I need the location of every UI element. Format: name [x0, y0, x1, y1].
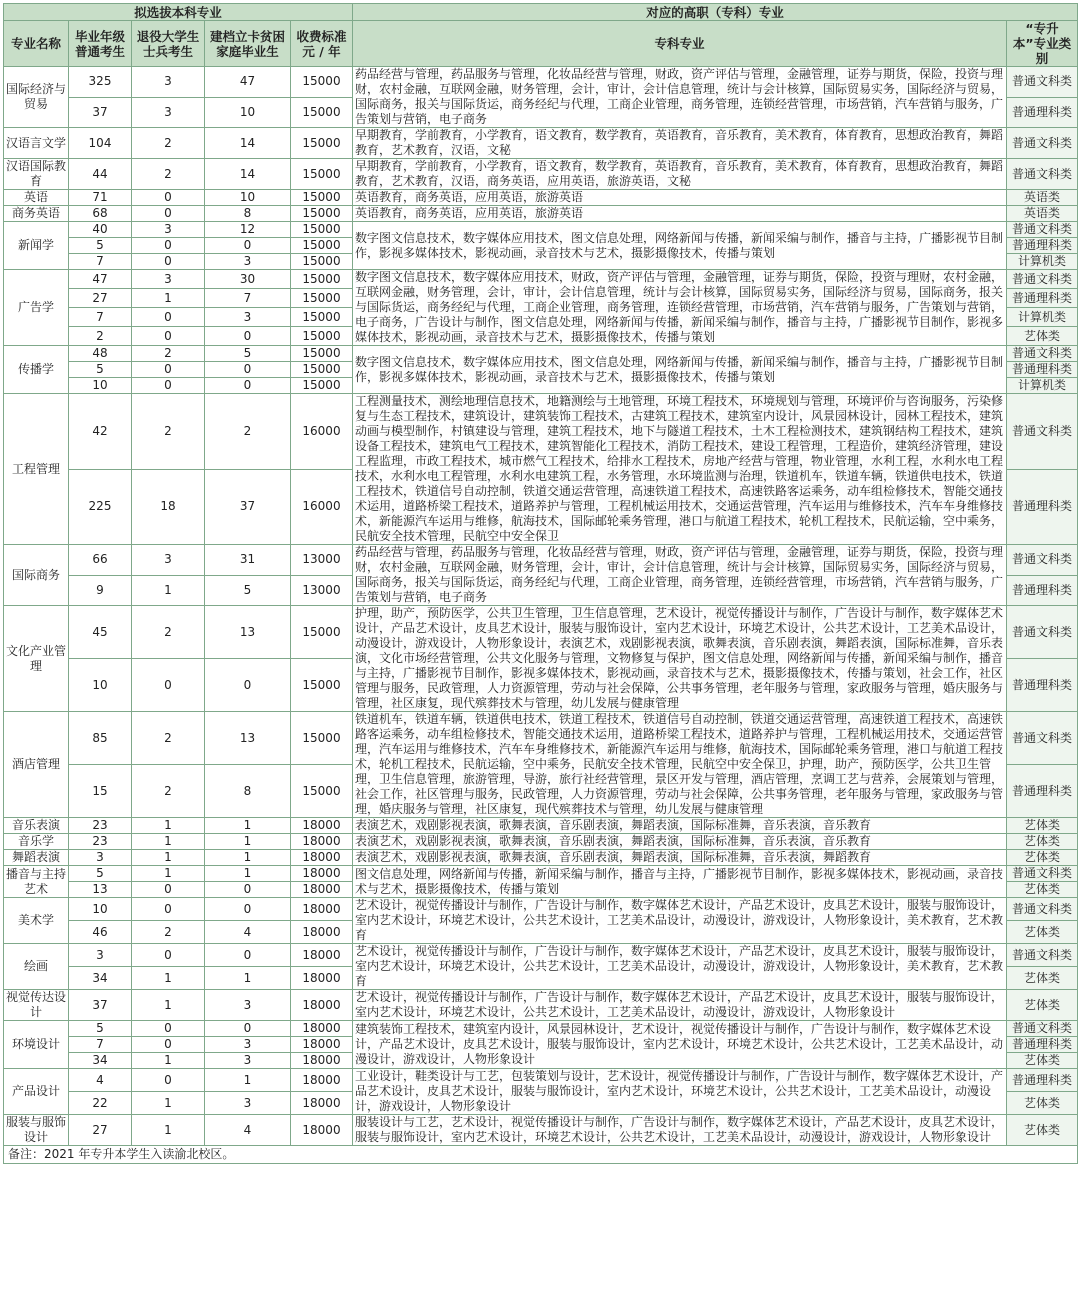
graduates-count: 4 — [69, 1069, 132, 1092]
zhuanke-majors: 早期教育，学前教育，小学教育，语文教育，数学教育，英语教育，音乐教育，美术教育，体育教育，思想政治教育，舞蹈教育，艺术教育，汉语，商务英语，应用英语，旅游英语，文秘 — [353, 159, 1007, 190]
table-row — [4, 128, 1078, 159]
header-veterans: 退役大学生士兵考生 — [132, 21, 205, 67]
table-row — [4, 944, 1078, 967]
major-name: 舞蹈表演 — [4, 850, 69, 866]
graduates-count: 2 — [69, 327, 132, 346]
table-row — [4, 1115, 1078, 1146]
graduates-count: 85 — [69, 712, 132, 765]
category-label: 普通文科类 — [1007, 944, 1078, 967]
fee-value: 15000 — [291, 289, 353, 308]
table-body — [4, 67, 1078, 1146]
major-name: 国际商务 — [4, 545, 69, 606]
graduates-count: 40 — [69, 222, 132, 238]
poverty-count: 14 — [205, 159, 291, 190]
category-label: 普通文科类 — [1007, 394, 1078, 470]
veterans-count: 2 — [132, 765, 205, 818]
major-name: 音乐表演 — [4, 818, 69, 834]
poverty-count: 1 — [205, 866, 291, 882]
veterans-count: 1 — [132, 289, 205, 308]
veterans-count: 2 — [132, 128, 205, 159]
veterans-count: 3 — [132, 67, 205, 98]
fee-value: 15000 — [291, 128, 353, 159]
poverty-count: 1 — [205, 1069, 291, 1092]
veterans-count: 0 — [132, 327, 205, 346]
category-label: 艺体类 — [1007, 990, 1078, 1021]
fee-value: 15000 — [291, 190, 353, 206]
fee-value: 13000 — [291, 545, 353, 576]
zhuanke-majors: 表演艺术，戏剧影视表演，歌舞表演，音乐剧表演，舞蹈表演，国际标准舞，音乐表演，音乐教育 — [353, 818, 1007, 834]
veterans-count: 1 — [132, 866, 205, 882]
fee-value: 15000 — [291, 97, 353, 128]
poverty-count: 1 — [205, 967, 291, 990]
major-name: 服装与服饰设计 — [4, 1115, 69, 1146]
fee-value: 16000 — [291, 469, 353, 545]
fee-value: 18000 — [291, 818, 353, 834]
poverty-count: 37 — [205, 469, 291, 545]
graduates-count: 13 — [69, 882, 132, 898]
zhuanke-majors: 艺术设计，视觉传播设计与制作，广告设计与制作，数字媒体艺术设计，产品艺术设计，皮具艺术设计，服装与服饰设计，室内艺术设计，环境艺术设计，公共艺术设计，工艺美术品设计，动漫设计，游戏设计，人物形象设计，美术教育，艺术教育 — [353, 898, 1007, 944]
header-group-left: 拟选拔本科专业 — [4, 4, 353, 21]
zhuanke-majors: 表演艺术，戏剧影视表演，歌舞表演，音乐剧表演，舞蹈表演，国际标准舞，音乐表演，舞蹈教育 — [353, 850, 1007, 866]
category-label: 英语类 — [1007, 190, 1078, 206]
veterans-count: 0 — [132, 378, 205, 394]
graduates-count: 71 — [69, 190, 132, 206]
poverty-count: 12 — [205, 222, 291, 238]
major-name: 汉语国际教育 — [4, 159, 69, 190]
graduates-count: 34 — [69, 967, 132, 990]
fee-value: 15000 — [291, 206, 353, 222]
poverty-count: 14 — [205, 128, 291, 159]
category-label: 普通文科类 — [1007, 346, 1078, 362]
graduates-count: 44 — [69, 159, 132, 190]
veterans-count: 0 — [132, 898, 205, 921]
veterans-count: 2 — [132, 159, 205, 190]
fee-value: 15000 — [291, 270, 353, 289]
zhuanke-majors: 英语教育，商务英语，应用英语，旅游英语 — [353, 206, 1007, 222]
fee-value: 15000 — [291, 254, 353, 270]
graduates-count: 27 — [69, 1115, 132, 1146]
poverty-count: 1 — [205, 850, 291, 866]
graduates-count: 37 — [69, 990, 132, 1021]
poverty-count: 7 — [205, 289, 291, 308]
table-row — [4, 222, 1078, 238]
table-row — [4, 67, 1078, 98]
category-label: 计算机类 — [1007, 378, 1078, 394]
zhuanke-majors: 数字图文信息技术，数字媒体应用技术，财政，资产评估与管理，金融管理，证券与期货，保险，投资与理财，农村金融，互联网金融，财务管理，会计，审计，会计信息管理，统计与会计核算，国际贸易实务，国际经济与贸易，国际商务，报关与国际货运，商务经纪与代理，工商企业管理，商务管理，连锁经营管理，市场营销，汽车营销与服务，广告策划与营销，电子商务，广告设计与制作，图文信息处理，网络新闻与传播，新闻采编与制作，播音与主持，广播影视节目制作，影视多媒体技术，影视动画，录音技术与艺术，摄影摄像技术，传播与策划 — [353, 270, 1007, 346]
category-label: 艺体类 — [1007, 834, 1078, 850]
category-label: 艺体类 — [1007, 921, 1078, 944]
graduates-count: 5 — [69, 1021, 132, 1037]
fee-value: 18000 — [291, 1053, 353, 1069]
fee-value: 13000 — [291, 575, 353, 606]
poverty-count: 0 — [205, 882, 291, 898]
veterans-count: 2 — [132, 606, 205, 659]
poverty-count: 2 — [205, 394, 291, 470]
fee-value: 15000 — [291, 327, 353, 346]
category-label: 普通理科类 — [1007, 97, 1078, 128]
poverty-count: 0 — [205, 362, 291, 378]
major-name: 新闻学 — [4, 222, 69, 270]
veterans-count: 0 — [132, 190, 205, 206]
header-graduates: 毕业年级普通考生 — [69, 21, 132, 67]
graduates-count: 104 — [69, 128, 132, 159]
table-row — [4, 712, 1078, 765]
major-name: 广告学 — [4, 270, 69, 346]
fee-value: 18000 — [291, 882, 353, 898]
poverty-count: 10 — [205, 190, 291, 206]
poverty-count: 1 — [205, 834, 291, 850]
graduates-count: 34 — [69, 1053, 132, 1069]
poverty-count: 5 — [205, 346, 291, 362]
table-row — [4, 850, 1078, 866]
veterans-count: 18 — [132, 469, 205, 545]
table-row — [4, 1069, 1078, 1092]
category-label: 艺体类 — [1007, 1115, 1078, 1146]
fee-value: 15000 — [291, 159, 353, 190]
category-label: 艺体类 — [1007, 818, 1078, 834]
fee-value: 18000 — [291, 1021, 353, 1037]
poverty-count: 0 — [205, 659, 291, 712]
table-row — [4, 346, 1078, 362]
category-label: 普通理科类 — [1007, 362, 1078, 378]
graduates-count: 27 — [69, 289, 132, 308]
poverty-count: 47 — [205, 67, 291, 98]
fee-value: 18000 — [291, 1037, 353, 1053]
poverty-count: 4 — [205, 1115, 291, 1146]
graduates-count: 37 — [69, 97, 132, 128]
fee-value: 15000 — [291, 659, 353, 712]
major-name: 工程管理 — [4, 394, 69, 545]
fee-value: 18000 — [291, 1115, 353, 1146]
graduates-count: 48 — [69, 346, 132, 362]
graduates-count: 7 — [69, 308, 132, 327]
veterans-count: 0 — [132, 882, 205, 898]
poverty-count: 0 — [205, 944, 291, 967]
zhuanke-majors: 服装设计与工艺，艺术设计，视觉传播设计与制作，广告设计与制作，数字媒体艺术设计，产品艺术设计，皮具艺术设计，服装与服饰设计，室内艺术设计，环境艺术设计，公共艺术设计，工艺美术品设计，动漫设计，游戏设计，人物形象设计 — [353, 1115, 1007, 1146]
graduates-count: 23 — [69, 834, 132, 850]
graduates-count: 42 — [69, 394, 132, 470]
fee-value: 18000 — [291, 850, 353, 866]
veterans-count: 1 — [132, 967, 205, 990]
zhuanke-majors: 数字图文信息技术，数字媒体应用技术，图文信息处理，网络新闻与传播，新闻采编与制作，播音与主持，广播影视节目制作，影视多媒体技术，影视动画，录音技术与艺术，摄影摄像技术，传播与策划 — [353, 346, 1007, 394]
major-name: 传播学 — [4, 346, 69, 394]
category-label: 计算机类 — [1007, 308, 1078, 327]
graduates-count: 5 — [69, 362, 132, 378]
graduates-count: 47 — [69, 270, 132, 289]
poverty-count: 8 — [205, 765, 291, 818]
poverty-count: 10 — [205, 97, 291, 128]
table-row — [4, 270, 1078, 289]
category-label: 普通理科类 — [1007, 1037, 1078, 1053]
veterans-count: 1 — [132, 850, 205, 866]
table-row — [4, 190, 1078, 206]
graduates-count: 46 — [69, 921, 132, 944]
poverty-count: 3 — [205, 1037, 291, 1053]
category-label: 普通文科类 — [1007, 159, 1078, 190]
zhuanke-majors: 护理，助产，预防医学，公共卫生管理，卫生信息管理，艺术设计，视觉传播设计与制作，广告设计与制作，数字媒体艺术设计，产品艺术设计，皮具艺术设计，服装与服饰设计，室内艺术设计，环境艺术设计，公共艺术设计，工艺美术品设计，动漫设计，游戏设计，人物形象设计，表演艺术，戏剧影视表演，歌舞表演，音乐剧表演，舞蹈表演，国际标准舞，音乐表演，文化市场经营管理，公共文化服务与管理，文物修复与保护，图文信息处理，网络新闻与传播，新闻采编与制作，播音与主持，广播影视节目制作，影视多媒体技术，影视动画，录音技术与艺术，摄影摄像技术，传播与策划，社会工作，社区管理与服务，民政管理，人力资源管理，劳动与社会保障，公共事务管理，老年服务与管理，家政服务与管理，婚庆服务与管理，社区康复，现代殡葬技术与管理，幼儿发展与健康管理 — [353, 606, 1007, 712]
poverty-count: 30 — [205, 270, 291, 289]
major-name: 酒店管理 — [4, 712, 69, 818]
major-name: 汉语言文学 — [4, 128, 69, 159]
graduates-count: 5 — [69, 866, 132, 882]
veterans-count: 2 — [132, 394, 205, 470]
header-zhuanke: 专科专业 — [353, 21, 1007, 67]
table-note: 备注：2021 年专升本学生入读渝北校区。 — [4, 1146, 1078, 1164]
zhuanke-majors: 建筑装饰工程技术，建筑室内设计，风景园林设计，艺术设计，视觉传播设计与制作，广告设计与制作，数字媒体艺术设计，产品艺术设计，皮具艺术设计，服装与服饰设计，室内艺术设计，环境艺术设计，公共艺术设计，工艺美术品设计，动漫设计，游戏设计，人物形象设计 — [353, 1021, 1007, 1069]
poverty-count: 3 — [205, 308, 291, 327]
category-label: 普通文科类 — [1007, 1021, 1078, 1037]
fee-value: 15000 — [291, 362, 353, 378]
poverty-count: 8 — [205, 206, 291, 222]
graduates-count: 3 — [69, 944, 132, 967]
graduates-count: 10 — [69, 898, 132, 921]
graduates-count: 7 — [69, 1037, 132, 1053]
category-label: 普通理科类 — [1007, 765, 1078, 818]
fee-value: 15000 — [291, 67, 353, 98]
zhuanke-majors: 艺术设计，视觉传播设计与制作，广告设计与制作，数字媒体艺术设计，产品艺术设计，皮具艺术设计，服装与服饰设计，室内艺术设计，环境艺术设计，公共艺术设计，工艺美术品设计，动漫设计，游戏设计，人物形象设计 — [353, 990, 1007, 1021]
table-row — [4, 545, 1078, 576]
veterans-count: 2 — [132, 712, 205, 765]
poverty-count: 3 — [205, 1092, 291, 1115]
poverty-count: 31 — [205, 545, 291, 576]
poverty-count: 13 — [205, 712, 291, 765]
fee-value: 15000 — [291, 765, 353, 818]
category-label: 普通文科类 — [1007, 67, 1078, 98]
graduates-count: 22 — [69, 1092, 132, 1115]
graduates-count: 225 — [69, 469, 132, 545]
fee-value: 18000 — [291, 1092, 353, 1115]
zhuanke-majors: 药品经营与管理，药品服务与管理，化妆品经营与管理，财政，资产评估与管理，金融管理，证券与期货，保险，投资与理财，农村金融，互联网金融，财务管理，会计，审计，会计信息管理，统计与会计核算，国际贸易实务，国际经济与贸易，国际商务，报关与国际货运，商务经纪与代理，工商企业管理，商务管理，连锁经营管理，市场营销，汽车营销与服务，广告策划与营销，电子商务 — [353, 67, 1007, 128]
major-name: 英语 — [4, 190, 69, 206]
veterans-count: 0 — [132, 1037, 205, 1053]
veterans-count: 3 — [132, 270, 205, 289]
veterans-count: 3 — [132, 545, 205, 576]
veterans-count: 0 — [132, 362, 205, 378]
major-name: 美术学 — [4, 898, 69, 944]
graduates-count: 15 — [69, 765, 132, 818]
category-label: 艺体类 — [1007, 327, 1078, 346]
fee-value: 15000 — [291, 238, 353, 254]
header-category: “专升本”专业类别 — [1007, 21, 1078, 67]
veterans-count: 2 — [132, 346, 205, 362]
veterans-count: 0 — [132, 1021, 205, 1037]
table-row — [4, 898, 1078, 921]
veterans-count: 1 — [132, 1053, 205, 1069]
veterans-count: 1 — [132, 818, 205, 834]
table-row — [4, 818, 1078, 834]
zhuanke-majors: 艺术设计，视觉传播设计与制作，广告设计与制作，数字媒体艺术设计，产品艺术设计，皮具艺术设计，服装与服饰设计，室内艺术设计，环境艺术设计，公共艺术设计，工艺美术品设计，动漫设计，游戏设计，人物形象设计，美术教育，艺术教育 — [353, 944, 1007, 990]
category-label: 普通理科类 — [1007, 575, 1078, 606]
category-label: 普通文科类 — [1007, 606, 1078, 659]
major-name: 商务英语 — [4, 206, 69, 222]
fee-value: 15000 — [291, 378, 353, 394]
veterans-count: 1 — [132, 1092, 205, 1115]
zhuanke-majors: 图文信息处理，网络新闻与传播，新闻采编与制作，播音与主持，广播影视节目制作，影视多媒体技术，影视动画，录音技术与艺术，摄影摄像技术，传播与策划 — [353, 866, 1007, 898]
major-name: 播音与主持艺术 — [4, 866, 69, 898]
category-label: 艺体类 — [1007, 1053, 1078, 1069]
veterans-count: 0 — [132, 254, 205, 270]
graduates-count: 3 — [69, 850, 132, 866]
category-label: 普通文科类 — [1007, 270, 1078, 289]
category-label: 普通理科类 — [1007, 469, 1078, 545]
fee-value: 18000 — [291, 898, 353, 921]
poverty-count: 0 — [205, 1021, 291, 1037]
veterans-count: 1 — [132, 575, 205, 606]
fee-value: 18000 — [291, 1069, 353, 1092]
table-row — [4, 834, 1078, 850]
poverty-count: 1 — [205, 818, 291, 834]
fee-value: 18000 — [291, 944, 353, 967]
veterans-count: 0 — [132, 1069, 205, 1092]
category-label: 普通文科类 — [1007, 222, 1078, 238]
category-label: 普通理科类 — [1007, 289, 1078, 308]
graduates-count: 10 — [69, 659, 132, 712]
category-label: 普通文科类 — [1007, 545, 1078, 576]
veterans-count: 1 — [132, 1115, 205, 1146]
veterans-count: 3 — [132, 222, 205, 238]
veterans-count: 1 — [132, 990, 205, 1021]
veterans-count: 3 — [132, 97, 205, 128]
poverty-count: 3 — [205, 990, 291, 1021]
veterans-count: 0 — [132, 659, 205, 712]
poverty-count: 4 — [205, 921, 291, 944]
category-label: 艺体类 — [1007, 967, 1078, 990]
category-label: 艺体类 — [1007, 1092, 1078, 1115]
fee-value: 18000 — [291, 866, 353, 882]
graduates-count: 10 — [69, 378, 132, 394]
zhuanke-majors: 铁道机车，铁道车辆，铁道供电技术，铁道工程技术，铁道信号自动控制，铁道交通运营管理，高速铁道工程技术，高速铁路客运乘务，动车组检修技术，智能交通技术运用，道路桥梁工程技术，道路养护与管理，工程机械运用技术，交通运营管理，汽车运用与维修技术，汽车车身维修技术，新能源汽车运用与维修，航海技术，国际邮轮乘务管理，港口与航道工程技术，轮机工程技术，民航运输，空中乘务，民航安全技术管理，民航空中安全保卫，护理，助产，预防医学，公共卫生管理，卫生信息管理，旅游管理，导游，旅行社经营管理，景区开发与管理，酒店管理，烹调工艺与营养，会展策划与管理，社会工作，社区管理与服务，民政管理，人力资源管理，劳动与社会保障，公共事务管理，老年服务与管理，家政服务与管理，婚庆服务与管理，社区康复，现代殡葬技术与管理，幼儿发展与健康管理 — [353, 712, 1007, 818]
category-label: 普通文科类 — [1007, 898, 1078, 921]
header-group-right: 对应的高职（专科）专业 — [353, 4, 1078, 21]
veterans-count: 0 — [132, 308, 205, 327]
category-label: 普通理科类 — [1007, 659, 1078, 712]
header-fee: 收费标准元 / 年 — [291, 21, 353, 67]
category-label: 英语类 — [1007, 206, 1078, 222]
zhuanke-majors: 英语教育，商务英语，应用英语，旅游英语 — [353, 190, 1007, 206]
poverty-count: 0 — [205, 327, 291, 346]
zhuanke-majors: 工业设计，鞋类设计与工艺，包装策划与设计，艺术设计，视觉传播设计与制作，广告设计与制作，数字媒体艺术设计，产品艺术设计，皮具艺术设计，服装与服饰设计，室内艺术设计，环境艺术设计，公共艺术设计，工艺美术品设计，动漫设计，游戏设计，人物形象设计 — [353, 1069, 1007, 1115]
fee-value: 18000 — [291, 990, 353, 1021]
category-label: 艺体类 — [1007, 850, 1078, 866]
veterans-count: 0 — [132, 238, 205, 254]
major-name: 音乐学 — [4, 834, 69, 850]
poverty-count: 5 — [205, 575, 291, 606]
major-name: 产品设计 — [4, 1069, 69, 1115]
category-label: 计算机类 — [1007, 254, 1078, 270]
table-row — [4, 159, 1078, 190]
poverty-count: 0 — [205, 898, 291, 921]
poverty-count: 13 — [205, 606, 291, 659]
table-row — [4, 1021, 1078, 1037]
veterans-count: 0 — [132, 944, 205, 967]
category-label: 普通文科类 — [1007, 866, 1078, 882]
graduates-count: 9 — [69, 575, 132, 606]
graduates-count: 5 — [69, 238, 132, 254]
major-name: 文化产业管理 — [4, 606, 69, 712]
graduates-count: 68 — [69, 206, 132, 222]
major-name: 国际经济与贸易 — [4, 67, 69, 128]
poverty-count: 0 — [205, 238, 291, 254]
major-name: 视觉传达设计 — [4, 990, 69, 1021]
admissions-table — [3, 3, 1078, 1164]
category-label: 普通文科类 — [1007, 128, 1078, 159]
veterans-count: 1 — [132, 834, 205, 850]
zhuanke-majors: 工程测量技术，测绘地理信息技术，地籍测绘与土地管理，环境工程技术，环境规划与管理，环境评价与咨询服务，污染修复与生态工程技术，建筑设计，建筑装饰工程技术，古建筑工程技术，建筑室内设计，风景园林设计，园林工程技术，建筑动画与模型制作，村镇建设与管理，建筑工程技术，地下与隧道工程技术，土木工程检测技术，建筑钢结构工程技术，建筑设备工程技术，建筑电气工程技术，建筑智能化工程技术，消防工程技术，建设工程管理，工程造价，建筑经济管理，建设工程监理，市政工程技术，城市燃气工程技术，给排水工程技术，房地产经营与管理，物业管理，水利工程，水利水电工程技术，水利水电工程管理，水利水电建筑工程，水务管理，水环境监测与治理，铁道机车，铁道车辆，铁道供电技术，铁道工程技术，铁道信号自动控制，铁道交通运营管理，高速铁道工程技术，高速铁路客运乘务，动车组检修技术，智能交通技术运用，道路桥梁工程技术，道路养护与管理，工程机械运用技术，交通运营管理，汽车运用与维修技术，汽车车身维修技术，新能源汽车运用与维修，航海技术，国际邮轮乘务管理，港口与航道工程技术，轮机工程技术，民航运输，空中乘务，民航安全技术管理，民航空中安全保卫 — [353, 394, 1007, 545]
fee-value: 15000 — [291, 308, 353, 327]
fee-value: 15000 — [291, 606, 353, 659]
table-row — [4, 606, 1078, 659]
table-row — [4, 990, 1078, 1021]
header-poverty: 建档立卡贫困家庭毕业生 — [205, 21, 291, 67]
header-major: 专业名称 — [4, 21, 69, 67]
category-label: 普通理科类 — [1007, 1069, 1078, 1092]
fee-value: 18000 — [291, 967, 353, 990]
major-name: 绘画 — [4, 944, 69, 990]
graduates-count: 66 — [69, 545, 132, 576]
zhuanke-majors: 早期教育，学前教育，小学教育，语文教育，数学教育，英语教育，音乐教育，美术教育，体育教育，思想政治教育，舞蹈教育，艺术教育，汉语，文秘 — [353, 128, 1007, 159]
major-name: 环境设计 — [4, 1021, 69, 1069]
veterans-count: 0 — [132, 206, 205, 222]
poverty-count: 3 — [205, 1053, 291, 1069]
poverty-count: 3 — [205, 254, 291, 270]
table-row — [4, 206, 1078, 222]
zhuanke-majors: 药品经营与管理，药品服务与管理，化妆品经营与管理，财政，资产评估与管理，金融管理，证券与期货，保险，投资与理财，农村金融，互联网金融，财务管理，会计，审计，会计信息管理，统计与会计核算，国际贸易实务，国际经济与贸易，国际商务，报关与国际货运，商务经纪与代理，工商企业管理，商务管理，连锁经营管理，市场营销，汽车营销与服务，广告策划与营销，电子商务 — [353, 545, 1007, 606]
poverty-count: 0 — [205, 378, 291, 394]
fee-value: 15000 — [291, 712, 353, 765]
veterans-count: 2 — [132, 921, 205, 944]
table-row — [4, 866, 1078, 882]
fee-value: 18000 — [291, 921, 353, 944]
fee-value: 16000 — [291, 394, 353, 470]
zhuanke-majors: 数字图文信息技术，数字媒体应用技术，图文信息处理，网络新闻与传播，新闻采编与制作，播音与主持，广播影视节目制作，影视多媒体技术，影视动画，录音技术与艺术，摄影摄像技术，传播与策划 — [353, 222, 1007, 270]
category-label: 普通理科类 — [1007, 238, 1078, 254]
fee-value: 15000 — [291, 222, 353, 238]
fee-value: 18000 — [291, 834, 353, 850]
table-row — [4, 394, 1078, 470]
graduates-count: 325 — [69, 67, 132, 98]
fee-value: 15000 — [291, 346, 353, 362]
category-label: 普通文科类 — [1007, 712, 1078, 765]
graduates-count: 23 — [69, 818, 132, 834]
zhuanke-majors: 表演艺术，戏剧影视表演，歌舞表演，音乐剧表演，舞蹈表演，国际标准舞，音乐表演，音乐教育 — [353, 834, 1007, 850]
graduates-count: 45 — [69, 606, 132, 659]
graduates-count: 7 — [69, 254, 132, 270]
category-label: 艺体类 — [1007, 882, 1078, 898]
